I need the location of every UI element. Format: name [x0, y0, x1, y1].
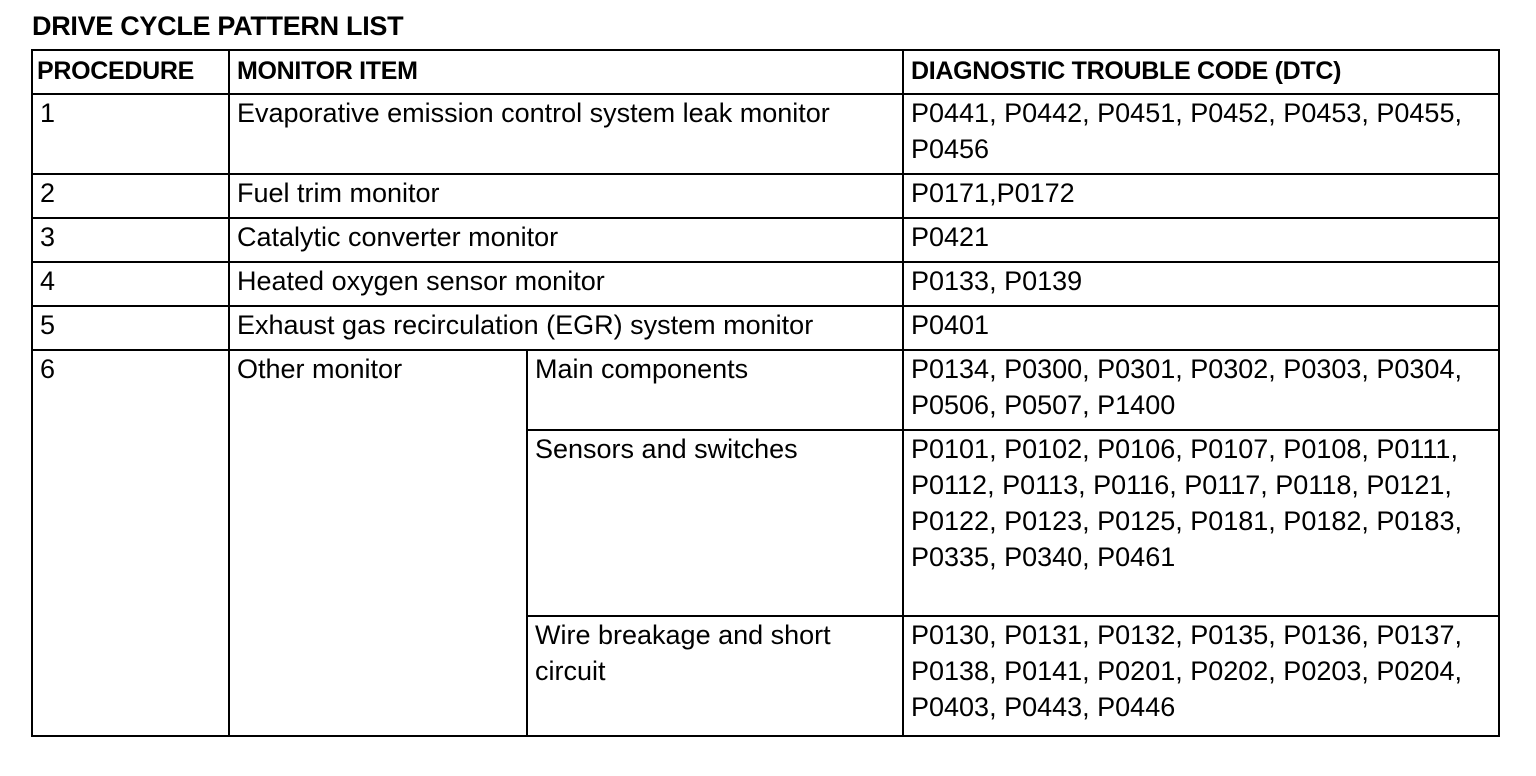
- page-title: DRIVE CYCLE PATTERN LIST: [32, 11, 404, 41]
- procedure-cell: 2: [32, 174, 229, 218]
- table-row: [32, 350, 1499, 430]
- dtc-cell: P0441, P0442, P0451, P0452, P0453, P0455, P0456: [903, 94, 1499, 174]
- dtc-cell: P0130, P0131, P0132, P0135, P0136, P0137, P0138, P0141, P0201, P0202, P0203, P0204, P0403, P0443, P0446: [903, 616, 1499, 736]
- dtc-cell: P0421: [903, 218, 1499, 262]
- header-dtc: DIAGNOSTIC TROUBLE CODE (DTC): [903, 50, 1499, 94]
- table-row: [32, 94, 1499, 174]
- sub-item-cell: Wire breakage and short circuit: [527, 616, 903, 736]
- procedure-cell: 1: [32, 94, 229, 174]
- monitor-cell: Heated oxygen sensor monitor: [229, 262, 903, 306]
- monitor-cell: Other monitor: [229, 350, 527, 736]
- procedure-cell: 3: [32, 218, 229, 262]
- monitor-cell: Catalytic converter monitor: [229, 218, 903, 262]
- monitor-cell: Evaporative emission control system leak monitor: [229, 94, 903, 174]
- header-monitor-item: MONITOR ITEM: [229, 50, 903, 94]
- table-header-row: [32, 50, 1499, 94]
- procedure-cell: 6: [32, 350, 229, 736]
- table-row: [32, 262, 1499, 306]
- table-row: [32, 218, 1499, 262]
- dtc-cell: P0101, P0102, P0106, P0107, P0108, P0111, P0112, P0113, P0116, P0117, P0118, P0121, P0122, P0123, P0125, P0181, P0182, P0183, P0335, P0340, P0461: [903, 430, 1499, 616]
- sub-item-cell: Main components: [527, 350, 903, 430]
- procedure-cell: 4: [32, 262, 229, 306]
- dtc-cell: P0401: [903, 306, 1499, 350]
- sub-item-cell: Sensors and switches: [527, 430, 903, 616]
- dtc-cell: P0133, P0139: [903, 262, 1499, 306]
- dtc-cell: P0171,P0172: [903, 174, 1499, 218]
- procedure-cell: 5: [32, 306, 229, 350]
- drive-cycle-table: [31, 49, 1500, 737]
- table-row: [32, 306, 1499, 350]
- dtc-cell: P0134, P0300, P0301, P0302, P0303, P0304, P0506, P0507, P1400: [903, 350, 1499, 430]
- monitor-cell: Fuel trim monitor: [229, 174, 903, 218]
- table-row: [32, 174, 1499, 218]
- header-procedure: PROCEDURE: [32, 50, 229, 94]
- monitor-cell: Exhaust gas recirculation (EGR) system monitor: [229, 306, 903, 350]
